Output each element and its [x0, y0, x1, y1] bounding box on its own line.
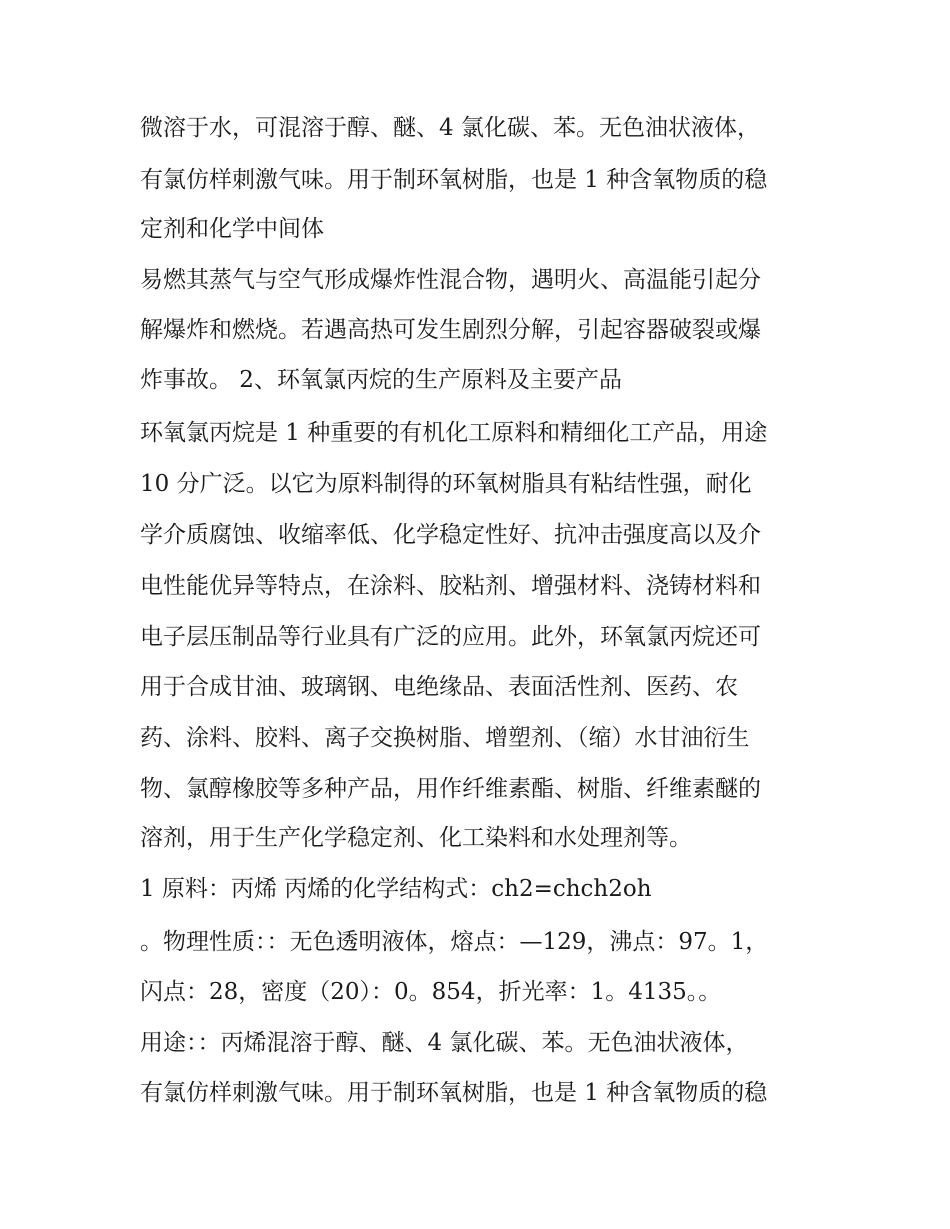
text-line: 解爆炸和燃烧。若遇高热可发生剧烈分解，引起容器破裂或爆: [140, 317, 761, 343]
text-line: 微溶于水，可混溶于醇、醚、4 氯化碳、苯。无色油状液体，: [140, 115, 760, 141]
text-line: 学介质腐蚀、收缩率低、化学稳定性好、抗冲击强度高以及介: [140, 522, 761, 548]
text-line: 闪点：28，密度（20）：0。854，折光率：1。4135。。: [140, 979, 722, 1005]
text-line: 定剂和化学中间体: [140, 216, 324, 242]
text-line: 药、涂料、胶料、离子交换树脂、增塑剂、（缩）水甘油衍生: [140, 725, 750, 751]
text-line: 电性能优异等特点，在涂料、胶粘剂、增强材料、浇铸材料和: [140, 573, 761, 599]
text-line: 有氯仿样刺激气味。用于制环氧树脂，也是 1 种含氧物质的稳: [140, 1080, 768, 1106]
text-line: 电子层压制品等行业具有广泛的应用。此外，环氧氯丙烷还可: [140, 624, 761, 650]
text-line: 炸事故。 2、环氧氯丙烷的生产原料及主要产品: [140, 367, 622, 393]
text-line: 1 原料：丙烯 丙烯的化学结构式：ch2=chch2oh: [140, 876, 652, 902]
text-line: 环氧氯丙烷是 1 种重要的有机化工原料和精细化工产品，用途: [140, 420, 768, 446]
text-line: 10 分广泛。以它为原料制得的环氧树脂具有粘结性强，耐化: [140, 471, 752, 497]
text-line: 有氯仿样刺激气味。用于制环氧树脂，也是 1 种含氧物质的稳: [140, 167, 768, 193]
text-line: 用途：：丙烯混溶于醇、醚、4 氯化碳、苯。无色油状液体，: [140, 1030, 749, 1056]
text-line: 物、氯醇橡胶等多种产品，用作纤维素酯、树脂、纤维素醚的: [140, 776, 761, 802]
text-line: 溶剂，用于生产化学稳定剂、化工染料和水处理剂等。: [140, 825, 692, 851]
text-line: 用于合成甘油、玻璃钢、电绝缘品、表面活性剂、医药、农: [140, 674, 738, 700]
text-line: 。物理性质：：无色透明液体，熔点：—129，沸点：97。1，: [140, 929, 769, 955]
text-line: 易燃其蒸气与空气形成爆炸性混合物，遇明火、高温能引起分: [140, 267, 761, 293]
